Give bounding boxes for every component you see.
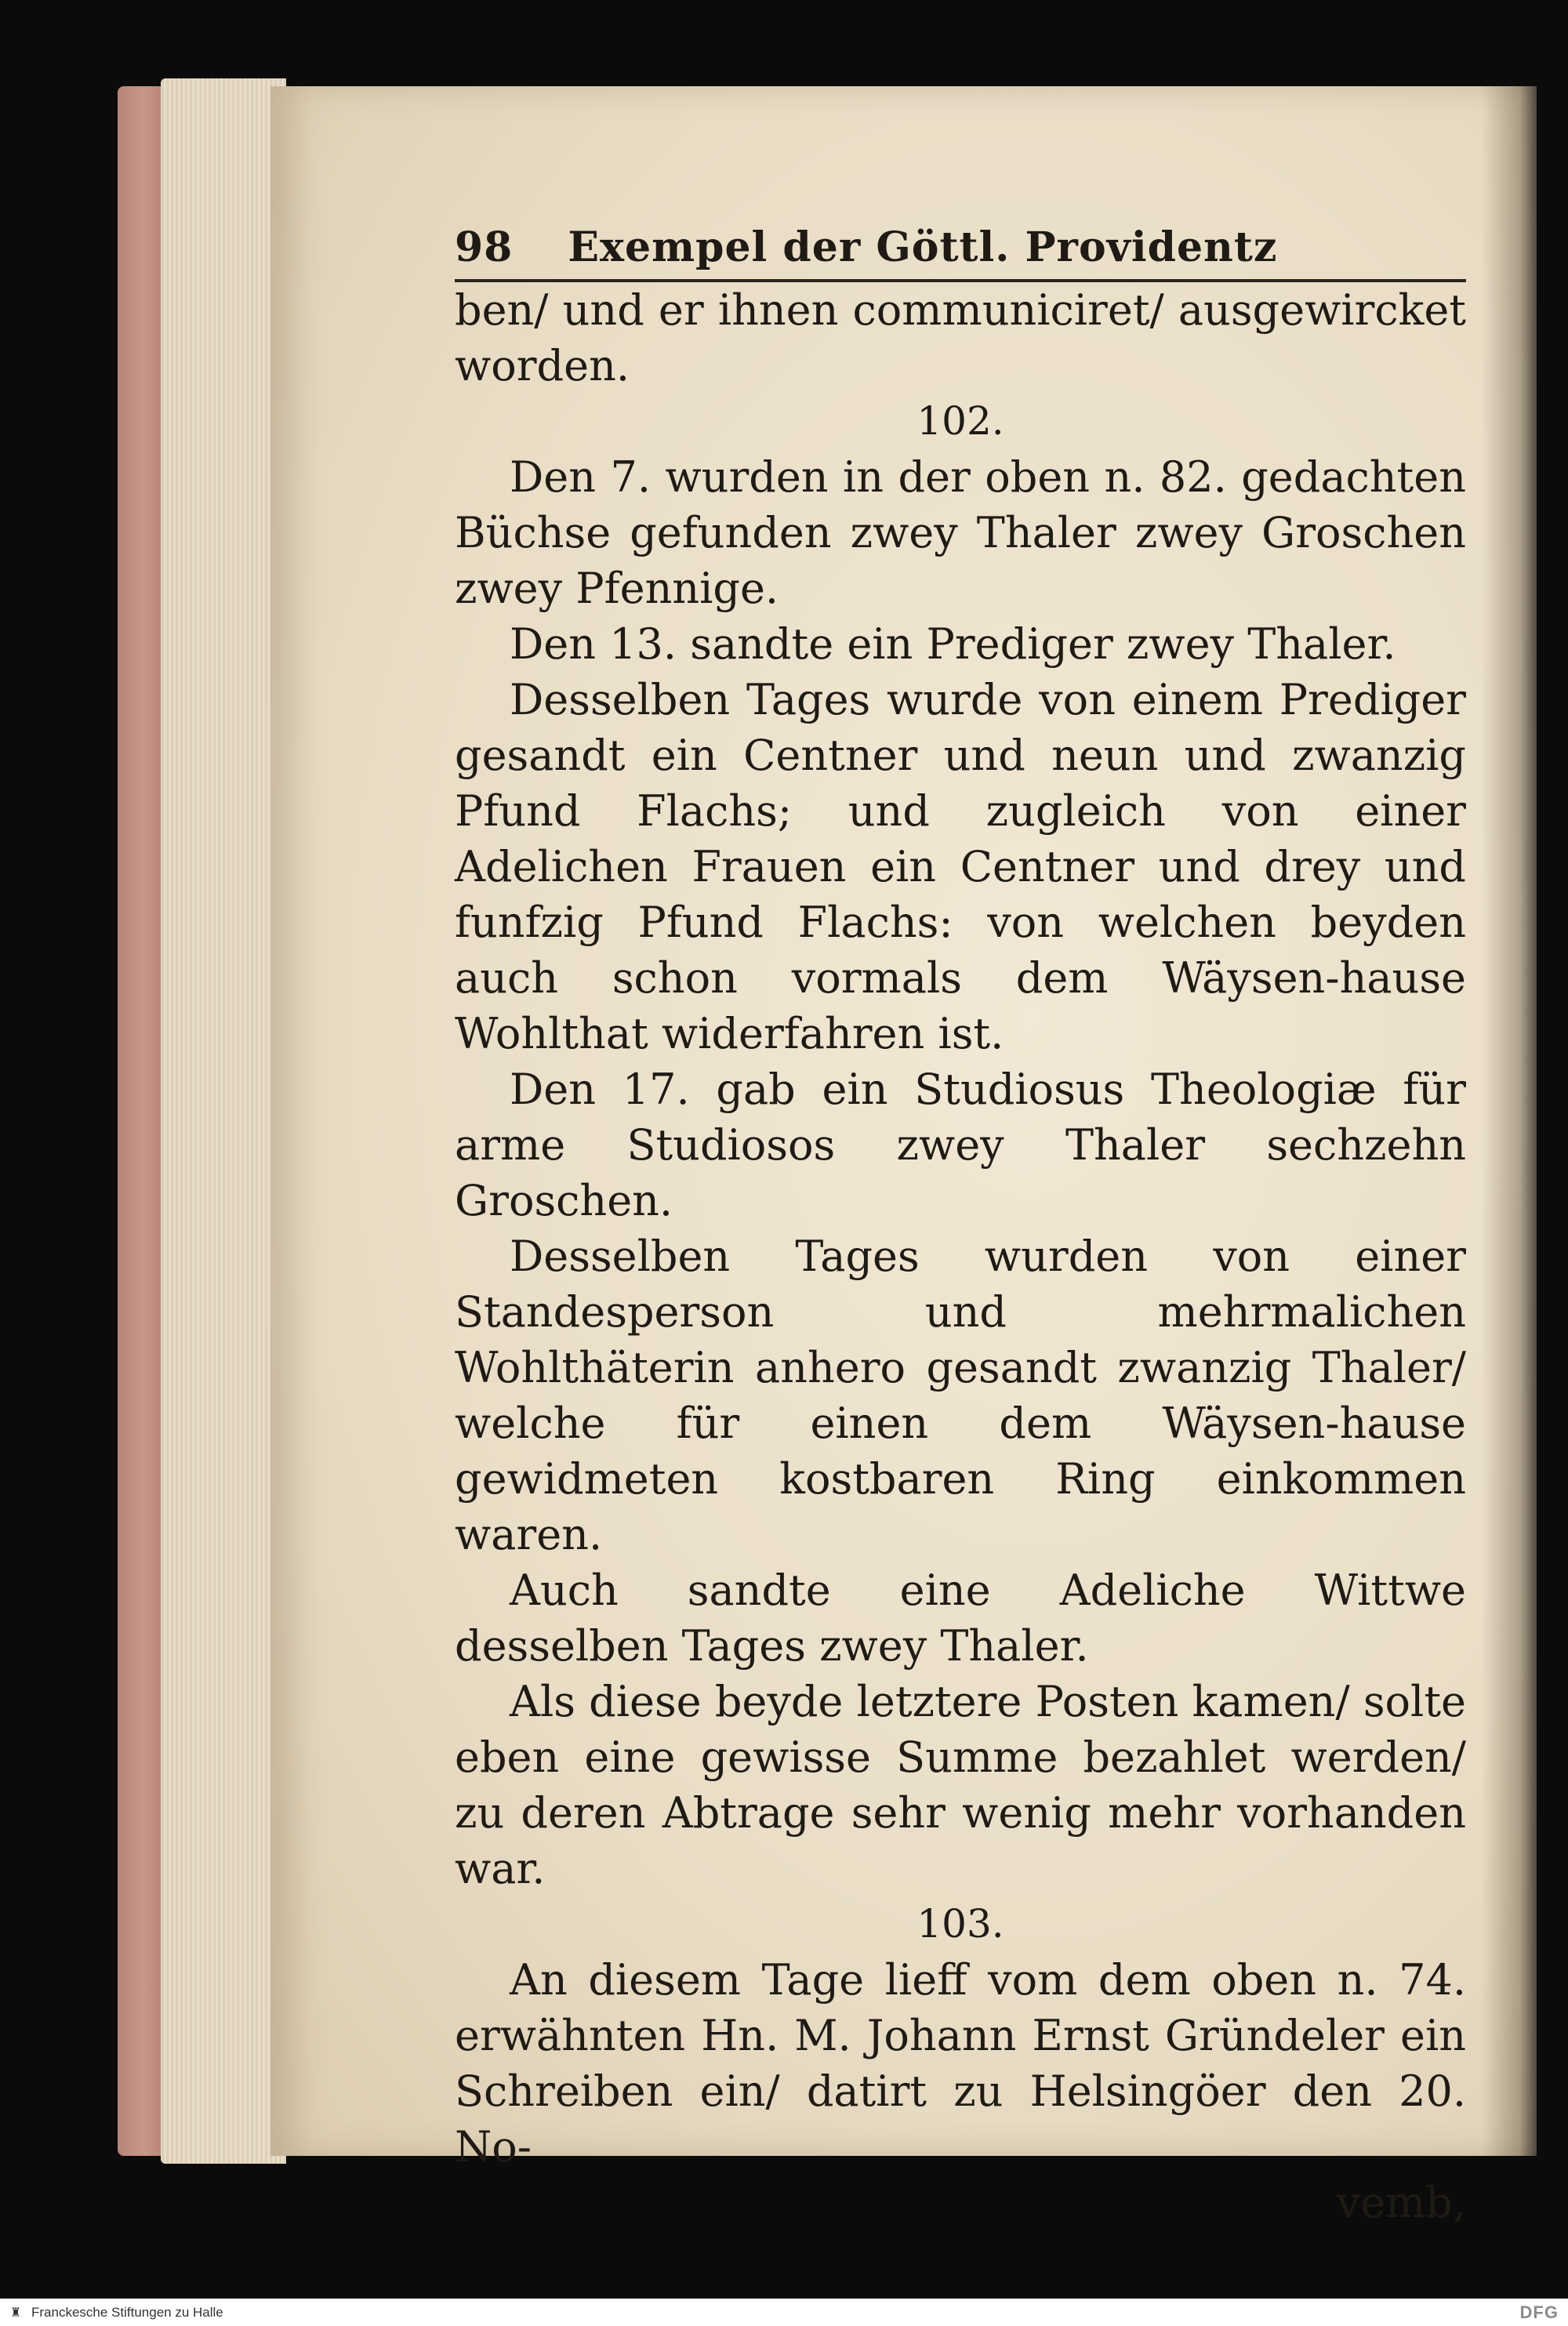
provider-mark: DFG <box>1519 2302 1559 2322</box>
paragraph-entry: Den 13. sandte ein Prediger zwey Thaler. <box>510 619 1396 669</box>
catchword: vemb, <box>1336 2178 1466 2227</box>
paragraph-entry: Desselben Tages wurden von einer Standesperson und mehrmalichen Wohlthäterin anhero gesandt zwanzig Thaler/ welche für einen dem Wäysen-hause gewidmeten kostbaren Ring einkommen waren. <box>455 1232 1466 1559</box>
book-page <box>270 86 1537 2227</box>
page-gutter-shadow <box>1482 86 1537 2156</box>
paragraph-entry: Als diese beyde letztere Posten kamen/ solte eben eine gewisse Summe bezahlet werden/ zu deren Abtrage sehr wenig mehr vorhanden war. <box>455 1677 1466 1893</box>
paragraph-entry: Auch sandte eine Adeliche Wittwe desselben Tages zwey Thaler. <box>455 1566 1466 1671</box>
running-header <box>455 223 1466 282</box>
paragraph-entry: Desselben Tages wurde von einem Prediger gesandt ein Centner und neun und zwanzig Pfund Flachs; und zugleich von einer Adelichen Frauen ein Centner und drey und funfzig Pfund Flachs: von welchen beyden auch schon vormals dem Wäysen-hause Wohlthat widerfahren ist. <box>455 675 1466 1058</box>
page-stack-edge <box>161 78 286 2164</box>
section-number-103: 103. <box>916 1901 1004 1947</box>
running-title: Exempel der Göttl. Providentz <box>568 223 1278 271</box>
paragraph-entry: Den 17. gab ein Studiosus Theologiæ für arme Studiosos zwey Thaler sechzehn Groschen. <box>455 1065 1466 1225</box>
page-text-block <box>455 223 1466 2230</box>
paragraph-entry: Den 7. wurden in der oben n. 82. gedachten Büchse gefunden zwey Thaler zwey Groschen zwey Pfennige. <box>455 452 1466 613</box>
institution-logo-icon: ♜ <box>9 2306 22 2320</box>
section-number-102: 102. <box>916 398 1004 444</box>
footer-bar <box>0 2299 1568 2326</box>
paragraph-entry: An diesem Tage lieff vom dem oben n. 74. erwähnten Hn. M. Johann Ernst Gründeler ein Schreiben ein/ datirt zu Helsingöer den 20. No- <box>455 1955 1466 2172</box>
page-number: 98 <box>455 223 514 271</box>
footer-institution <box>0 2301 223 2324</box>
paragraph-continuation: ben/ und er ihnen communiciret/ ausgewircket worden. <box>455 285 1466 390</box>
institution-name: Franckesche Stiftungen zu Halle <box>31 2304 223 2320</box>
